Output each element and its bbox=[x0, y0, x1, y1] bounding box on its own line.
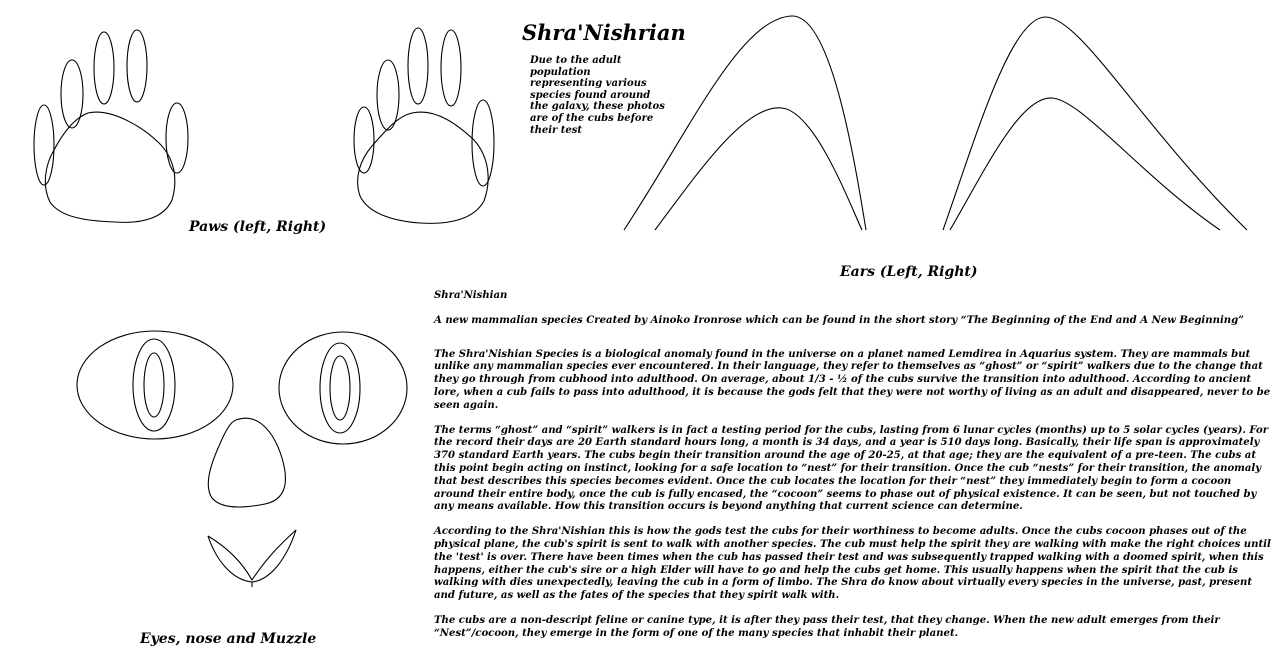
right-paw-toe-4 bbox=[441, 30, 461, 106]
doc-paragraph: The terms “ghost” and “spirit” walkers is in fact a testing period for the cubs, lasting from 6 lunar cycles (months) up to 5 solar cycles (years). For the record their days are 20 Earth standard hours long, a month is 34 days, and a year is 510 days long. Basically, their life span is approximately 370 standard Earth years. The cubs begin their transition around the age of 20-25, at that age; they are the equivalent of a pre-teen. The cubs at this point begin acting on instinct, looking for a safe location to “nest” for their transition. Once the cub “nests” for their transition, the anomaly that best describes this species becomes evident. Once the cub locates the location for their “nest” they immediately begin to form a cocoon around their entire body, once the cub is fully encased, the “cocoon” seems to phase out of physical existence. It can be seen, but not touched by any means available. How this transition occurs is beyond anything that current science can determine. bbox=[434, 424, 1269, 513]
intro-note: Due to the adult population representing various species found around the galaxy, these photos are of the cubs before their test bbox=[530, 55, 665, 136]
left-paw-drawing bbox=[34, 30, 188, 222]
right-paw-drawing bbox=[354, 28, 494, 223]
face-caption: Eyes, nose and Muzzle bbox=[140, 631, 317, 647]
left-paw-pad bbox=[45, 112, 174, 222]
paws-caption: Paws (left, Right) bbox=[189, 219, 327, 235]
nose-drawing bbox=[208, 418, 285, 507]
left-ear-inner bbox=[655, 108, 862, 230]
left-paw-toe-3 bbox=[94, 32, 114, 104]
page-title: Shra'Nishrian bbox=[522, 20, 686, 45]
right-paw-toe-3 bbox=[408, 28, 428, 104]
doc-subtitle: A new mammalian species Created by Ainoko Ironrose which can be found in the short story “The Beginning of the End and A New Beginning” bbox=[434, 314, 1244, 326]
ears-caption: Ears (Left, Right) bbox=[840, 264, 978, 280]
species-description bbox=[434, 290, 1274, 641]
doc-paragraph: The cubs are a non-descript feline or canine type, it is after they pass their test, that they change. When the new adult emerges from their “Nest”/cocoon, they emerge in the form of one of the many species that inhabit their planet. bbox=[434, 614, 1220, 639]
left-paw-toe-4 bbox=[127, 30, 147, 102]
right-ear-inner bbox=[950, 98, 1220, 230]
right-paw-toe-1 bbox=[354, 107, 374, 173]
doc-heading: Shra'Nishian bbox=[434, 290, 508, 301]
left-eye-drawing bbox=[77, 331, 233, 439]
left-paw-toe-2 bbox=[61, 60, 83, 128]
right-paw-toe-5 bbox=[472, 100, 494, 186]
right-eye-drawing bbox=[279, 332, 407, 444]
left-paw-toe-1 bbox=[34, 105, 54, 185]
doc-paragraph: According to the Shra'Nishian this is how the gods test the cubs for their worthiness to become adults. Once the cubs cocoon phases out of the physical plane, the cub's spirit is sent to walk with another species. The cub must help the spirit they are walking with make the right choices until the 'test' is over. There have been times when the cub has passed their test and was subsequently trapped walking with a doomed spirit, when this happens, either the cub's sire or a high Elder will have to go and help the cubs get home. This usually happens when the spirit that the cub is walking with dies unexpectedly, leaving the cub in a form of limbo. The Shra do know about virtually every species in the universe, past, present and future, as well as the fates of the species that they spirit walk with. bbox=[434, 526, 1271, 602]
right-ear-outer bbox=[943, 17, 1247, 230]
right-ear-drawing bbox=[943, 17, 1247, 230]
left-paw-toe-5 bbox=[166, 103, 188, 173]
right-paw-toe-2 bbox=[377, 60, 399, 130]
doc-paragraph: The Shra'Nishian Species is a biological anomaly found in the universe on a planet named Lemdirea in Aquarius system. They are mammals but unlike any mammalian species ever encountered. In their language, they refer to themselves as “ghost” or “spirit” walkers due to the change that they go through from cubhood into adulthood. On average, about 1/3 - ½ of the cubs survive the transition into adulthood. According to ancient lore, when a cub fails to pass into adulthood, it is because the gods felt that they were not worthy of living as an adult and disappeared, never to be seen again. bbox=[434, 348, 1271, 411]
right-paw-pad bbox=[358, 112, 488, 223]
muzzle-drawing bbox=[208, 530, 296, 587]
